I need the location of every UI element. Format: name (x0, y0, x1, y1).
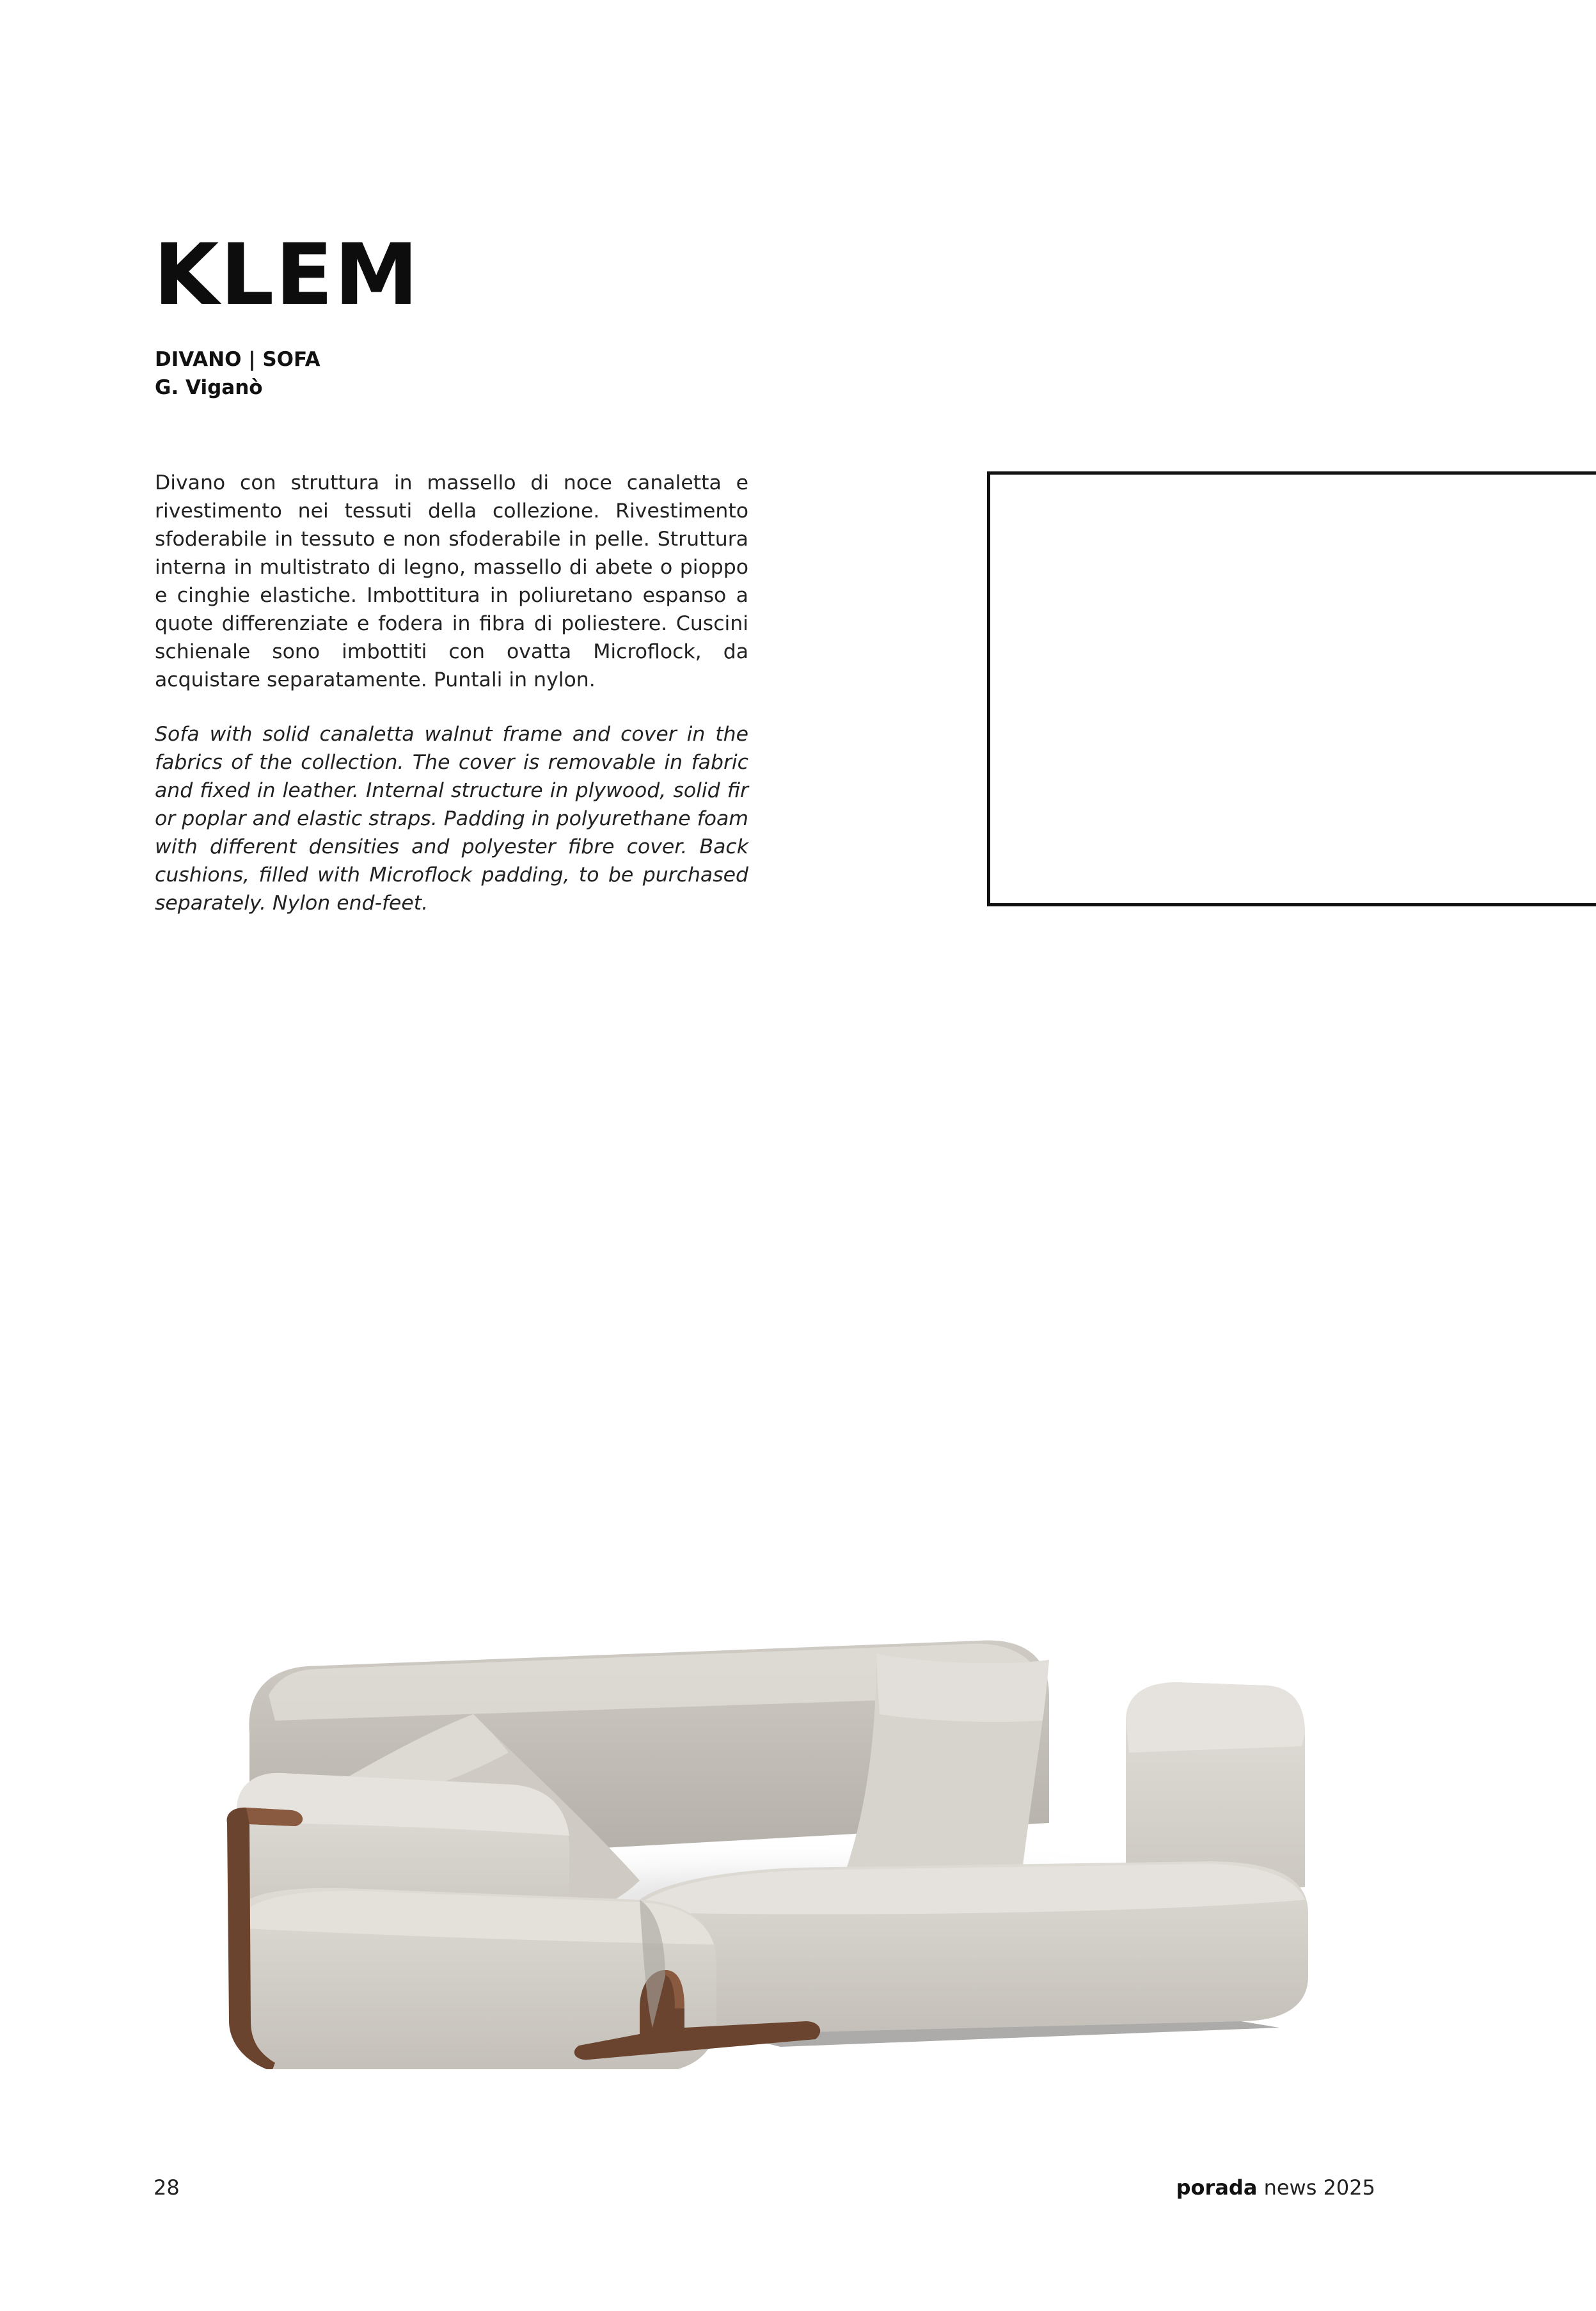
empty-image-frame (987, 471, 1596, 906)
description-english: Sofa with solid canaletta walnut frame and cover in the fabrics of the collection. The cover is removable in fabric and fixed in leather. Internal structure in plywood, solid fir or poplar and elastic straps. Padding in polyurethane foam with different densities and polyester fibre cover. Back cushions, filled with Microflock padding, to be purchased separately. Nylon end-feet. (155, 723, 748, 915)
page-number: 28 (154, 2175, 180, 2200)
product-category: DIVANO | SOFA (155, 348, 320, 371)
product-title: KLEM (154, 226, 420, 324)
sofa-illustration (154, 1337, 1377, 2069)
description-italian: Divano con struttura in massello di noce canaletta e rivestimento nei tessuti della collezione. Rivestimento sfoderabile in tessuto e non sfoderabile in pelle. Struttura interna in multistrato di legno, massello di abete o pioppo e cinghie elastiche. Imbottitura in poliuretano espanso a quote differenziate e fodera in fibra di poliestere. Cuscini schienale sono imbottiti con ovatta Microflock, da acquistare separatamente. Puntali in nylon. (155, 471, 748, 691)
product-designer: G. Viganò (155, 376, 263, 399)
footer-brand (1176, 2175, 1375, 2200)
sofa-photo (154, 1337, 1377, 2069)
brand-name: porada (1176, 2175, 1258, 2200)
product-subtitle (155, 345, 320, 402)
publication-name: news 2025 (1263, 2175, 1375, 2200)
